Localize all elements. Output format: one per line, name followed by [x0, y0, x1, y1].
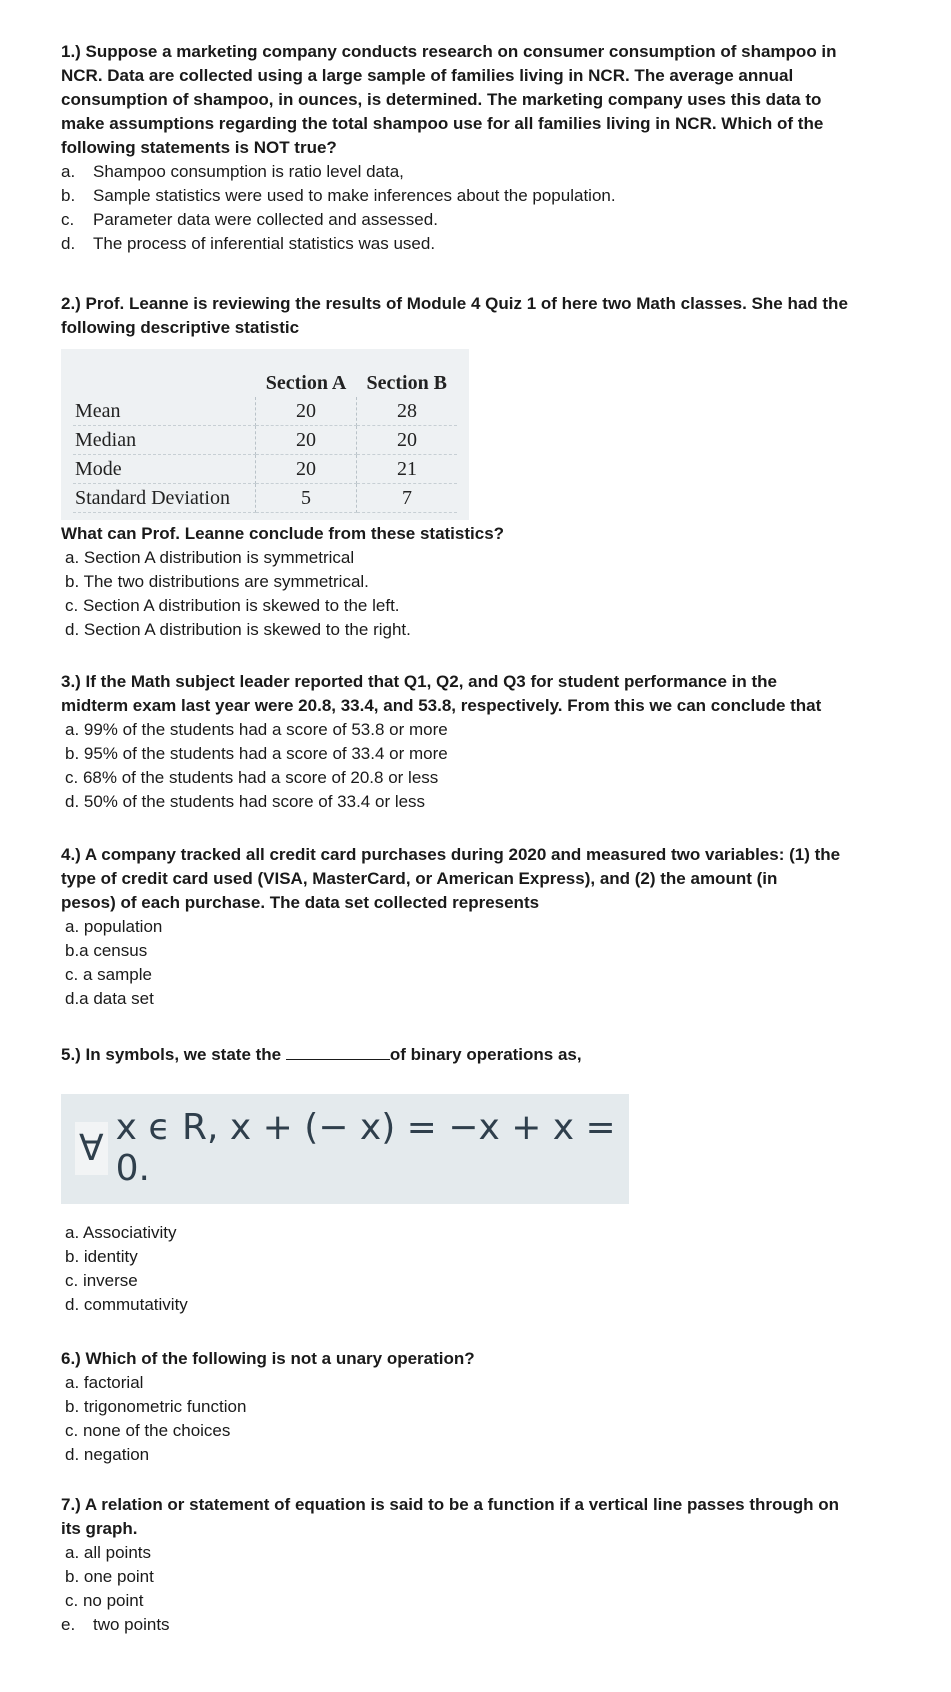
- for-all-symbol: ∀: [75, 1122, 108, 1175]
- question-3-options: [61, 718, 901, 814]
- option-c[interactable]: c. a sample: [65, 965, 152, 984]
- table-header-blank: [73, 369, 256, 397]
- formula-image: [61, 1094, 629, 1204]
- question-4-stem: 4.) A company tracked all credit card purchases during 2020 and measured two variables: (1) the type of credit card used (VISA, MasterCard, or American Express), and (2) the amount (in pesos) of each purchase. The data set collected represents: [61, 845, 841, 912]
- option-e[interactable]: e. two points: [61, 1615, 170, 1634]
- row-label: Mode: [73, 455, 256, 484]
- question-5-stem: 5.) In symbols, we state the of binary operations as,: [61, 1041, 901, 1067]
- option-d[interactable]: d. negation: [65, 1445, 150, 1464]
- row-label: Mean: [73, 397, 256, 426]
- option-b[interactable]: b. Sample statistics were used to make inferences about the population.: [61, 186, 616, 205]
- option-c[interactable]: c. Parameter data were collected and assessed.: [61, 210, 438, 229]
- option-c[interactable]: c. none of the choices: [65, 1421, 231, 1440]
- table-row: [73, 426, 457, 455]
- formula-expression: x ϵ R, x + (− x) = −x + x = 0.: [115, 1107, 616, 1189]
- question-7-stem: 7.) A relation or statement of equation is said to be a function if a vertical line passes through on its graph.: [61, 1495, 840, 1538]
- cell-value: 5: [256, 484, 357, 513]
- question-7-options: [61, 1541, 901, 1637]
- question-2-options: [61, 546, 901, 642]
- table-row: [73, 397, 457, 426]
- option-d[interactable]: d. Section A distribution is skewed to the right.: [65, 620, 411, 639]
- option-d[interactable]: d.a data set: [65, 989, 154, 1008]
- option-a[interactable]: a. 99% of the students had a score of 53.8 or more: [65, 720, 448, 739]
- option-a[interactable]: a. Section A distribution is symmetrical: [65, 548, 355, 567]
- cell-value: 20: [256, 455, 357, 484]
- cell-value: 7: [357, 484, 458, 513]
- option-d[interactable]: d. commutativity: [65, 1295, 188, 1314]
- cell-value: 20: [256, 426, 357, 455]
- option-b[interactable]: b. trigonometric function: [65, 1397, 247, 1416]
- option-a[interactable]: a. Associativity: [65, 1223, 177, 1242]
- table-header-section-a: Section A: [265, 372, 347, 394]
- table-header-section-b: Section B: [366, 372, 448, 394]
- question-6-stem: 6.) Which of the following is not a unary operation?: [61, 1349, 475, 1368]
- question-5-answers: [61, 1221, 901, 1317]
- question-5-options: [61, 1221, 901, 1317]
- question-7: [61, 1493, 901, 1637]
- question-1: [61, 40, 901, 256]
- option-a[interactable]: a. Shampoo consumption is ratio level data,: [61, 162, 404, 181]
- option-b[interactable]: b.a census: [65, 941, 148, 960]
- cell-value: 20: [256, 397, 357, 426]
- answer-blank: [286, 1041, 390, 1060]
- option-a[interactable]: a. population: [65, 917, 163, 936]
- table-row: [73, 484, 457, 513]
- cell-value: 21: [357, 455, 458, 484]
- question-6: [61, 1347, 901, 1467]
- option-d[interactable]: d. 50% of the students had score of 33.4 or less: [65, 792, 426, 811]
- option-d[interactable]: d. The process of inferential statistics was used.: [61, 234, 436, 253]
- option-a[interactable]: a. factorial: [65, 1373, 144, 1392]
- question-5: [61, 1041, 901, 1067]
- option-b[interactable]: b. 95% of the students had a score of 33.4 or more: [65, 744, 448, 763]
- row-label: Median: [73, 426, 256, 455]
- question-2-followup-text: What can Prof. Leanne conclude from these statistics?: [61, 524, 505, 543]
- question-6-options: [61, 1371, 901, 1467]
- option-b[interactable]: b. one point: [65, 1567, 154, 1586]
- option-c[interactable]: c. Section A distribution is skewed to the left.: [65, 596, 400, 615]
- question-4: [61, 843, 901, 1011]
- question-1-stem: 1.) Suppose a marketing company conducts research on consumer consumption of shampoo in NCR. Data are collected using a large sample of families living in NCR. The average annual consumption of shampoo, in ounces, is determined. The marketing company uses this data to make assumptions regarding the total shampoo use for all families living in NCR. Which of the following statements is NOT true?: [61, 42, 837, 157]
- question-4-options: [61, 915, 901, 1011]
- option-b[interactable]: b. identity: [65, 1247, 138, 1266]
- question-2: [61, 292, 901, 340]
- option-c[interactable]: c. inverse: [65, 1271, 138, 1290]
- row-label: Standard Deviation: [73, 484, 256, 513]
- cell-value: 28: [357, 397, 458, 426]
- question-3-stem: 3.) If the Math subject leader reported that Q1, Q2, and Q3 for student performance in the midterm exam last year were 20.8, 33.4, and 53.8, respectively. From this we can conclude that: [61, 672, 822, 715]
- formula: [71, 1107, 629, 1189]
- option-b[interactable]: b. The two distributions are symmetrical.: [65, 572, 369, 591]
- statistics-table-image: [61, 349, 469, 520]
- statistics-table: [73, 369, 457, 513]
- question-2-stem: 2.) Prof. Leanne is reviewing the results of Module 4 Quiz 1 of here two Math classes. She had the following descriptive statistic: [61, 294, 848, 337]
- cell-value: 20: [357, 426, 458, 455]
- option-c[interactable]: c. 68% of the students had a score of 20.8 or less: [65, 768, 439, 787]
- option-a[interactable]: a. all points: [65, 1543, 151, 1562]
- question-3: [61, 670, 901, 814]
- table-header-row: [73, 369, 457, 397]
- table-row: [73, 455, 457, 484]
- question-2-followup: [61, 522, 901, 642]
- question-1-options: [61, 160, 901, 256]
- option-c[interactable]: c. no point: [65, 1591, 144, 1610]
